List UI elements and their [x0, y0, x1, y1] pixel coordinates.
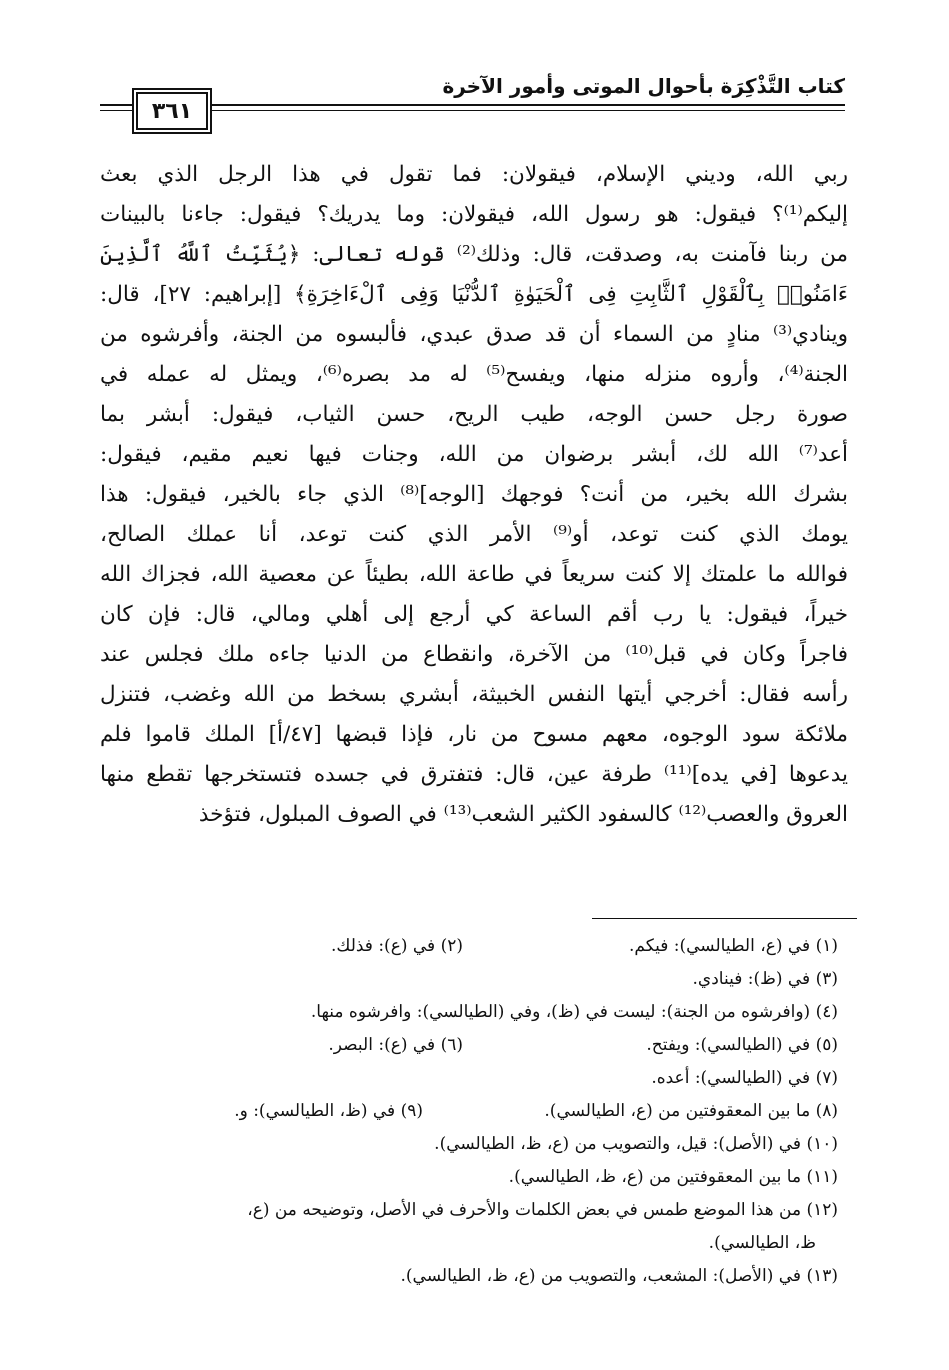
- main-text: [100, 155, 848, 835]
- footnote-8: (٨) ما بين المعقوفتين من (ع، الطيالسي).: [544, 1101, 838, 1121]
- footnote-12: (١٢) من هذا الموضع طمس في بعض الكلمات والأحرف في الأصل، وتوضيحه من (ع،: [247, 1200, 838, 1220]
- text-line: فوالله ما علمتك إلا كنت سريعاً في طاعة الله، بطيئاً عن معصية الله، فجزاك الله: [100, 562, 848, 587]
- footnote-row: [100, 963, 848, 996]
- footnote-5: (٥) في (الطيالسي): ويفتح.: [646, 1035, 838, 1055]
- footnote-6: (٦) في (ع): البصر.: [328, 1035, 463, 1055]
- text-line: من ربنا فآمنت به، وصدقت، قال: وذلك⁽²⁾ قوله تعالى: ﴿يُثَبِّتُ ٱللَّهُ ٱلَّذِينَ: [100, 242, 848, 267]
- footnotes: [100, 930, 848, 1293]
- text-line: يدعوها [في يده]⁽¹¹⁾ طرفة عين، قال: فتفترق في جسده فتستخرجها تقطع منها: [100, 762, 848, 787]
- page-header: [100, 60, 845, 124]
- text-line: ءَامَنُوا۟ بِٱلْقَوْلِ ٱلثَّابِتِ فِى ٱلْحَيَوٰةِ ٱلدُّنْيَا وَفِى ٱلْءَاخِرَةِ﴾ [إبراهيم: ٢٧]، قال:: [100, 282, 848, 307]
- footnote-3: (٣) في (ظ): فينادي.: [692, 969, 838, 989]
- footnote-1: (١) في (ع، الطيالسي): فيكم.: [629, 936, 838, 956]
- text-line: خيراً، فيقول: يا رب أقم الساعة كي أرجع إلى أهلي ومالي، قال: فإن كان: [100, 602, 848, 627]
- text-line: الجنة⁽⁴⁾، وأروه منزله منها، ويفسح⁽⁵⁾ له مد بصره⁽⁶⁾، ويمثل له عمله في: [100, 362, 848, 387]
- footnote-row: [100, 930, 848, 963]
- text-line: ملائكة سود الوجوه، معهم مسوح من نار، فإذا قبضها [٤٧/أ] الملك قاموا فلم: [100, 722, 848, 747]
- footnote-10: (١٠) في (الأصل): قيل، والتصويب من (ع، ظ، الطيالسي).: [434, 1134, 838, 1154]
- footnote-11: (١١) ما بين المعقوفتين من (ع، ظ، الطيالسي).: [508, 1167, 838, 1187]
- footnote-row: [100, 996, 848, 1029]
- book-title: كتاب التَّذْكِرَة بأحوال الموتى وأمور الآخرة: [442, 74, 845, 98]
- footnote-12-continued: ظ، الطيالسي).: [708, 1233, 816, 1253]
- text-line: وينادي⁽³⁾ منادٍ من السماء أن قد صدق عبدي، فألبسوه من الجنة، وأفرشوه من: [100, 322, 848, 347]
- text-line: صورة رجل حسن الوجه، طيب الريح، حسن الثياب، فيقول: أبشر بما: [100, 402, 848, 427]
- text-line: فاجراً وكان في قبل⁽¹⁰⁾ من الآخرة، وانقطاع من الدنيا جاءه ملك فجلس عند: [100, 642, 848, 667]
- text-line: أعد⁽⁷⁾ الله لك، أبشر برضوان من الله، وجنات فيها نعيم مقيم، فيقول:: [100, 442, 848, 467]
- header-rule: [100, 104, 845, 106]
- text-line: بشرك الله بخير، من أنت؟ فوجهك [الوجه]⁽⁸⁾ الذي جاء بالخير، فيقول: هذا: [100, 482, 848, 507]
- page-number: ٣٦١: [136, 92, 208, 130]
- footnote-row: [100, 1029, 848, 1062]
- footnote-13: (١٣) في (الأصل): المشعب، والتصويب من (ع، ظ، الطيالسي).: [400, 1266, 838, 1286]
- text-line: رأسه فقال: أخرجي أيتها النفس الخبيثة، أبشري بسخط من الله وغضب، فتنزل: [100, 682, 848, 707]
- footnote-row: [100, 1128, 848, 1161]
- footnote-row: [100, 1095, 848, 1128]
- footnote-9: (٩) في (ظ، الطيالسي): و.: [234, 1101, 423, 1121]
- text-line: إليكم⁽¹⁾؟ فيقول: هو رسول الله، فيقولان: وما يدريك؟ فيقول: جاءنا بالبينات: [100, 202, 848, 227]
- footnote-7: (٧) في (الطيالسي): أعده.: [651, 1068, 838, 1088]
- footnote-2: (٢) في (ع): فذلك.: [330, 936, 463, 956]
- footnote-row: [100, 1260, 848, 1293]
- footnote-row: [100, 1227, 848, 1260]
- header-rule-thin: [100, 110, 845, 111]
- text-line: يومك الذي كنت توعد، أو⁽⁹⁾ الأمر الذي كنت توعد، أنا عملك الصالح،: [100, 522, 848, 547]
- footnote-separator: [592, 918, 857, 919]
- text-line: ربي الله، وديني الإسلام، فيقولان: فما تقول في هذا الرجل الذي بعث: [100, 162, 848, 187]
- footnote-row: [100, 1194, 848, 1227]
- footnote-row: [100, 1161, 848, 1194]
- footnote-4: (٤) (وافرشوه من الجنة): ليست في (ظ)، وفي (الطيالسي): وافرشوه منها.: [310, 1002, 838, 1022]
- footnote-row: [100, 1062, 848, 1095]
- text-line: العروق والعصب⁽¹²⁾ كالسفود الكثير الشعب⁽¹³⁾ في الصوف المبلول، فتؤخذ: [198, 802, 848, 827]
